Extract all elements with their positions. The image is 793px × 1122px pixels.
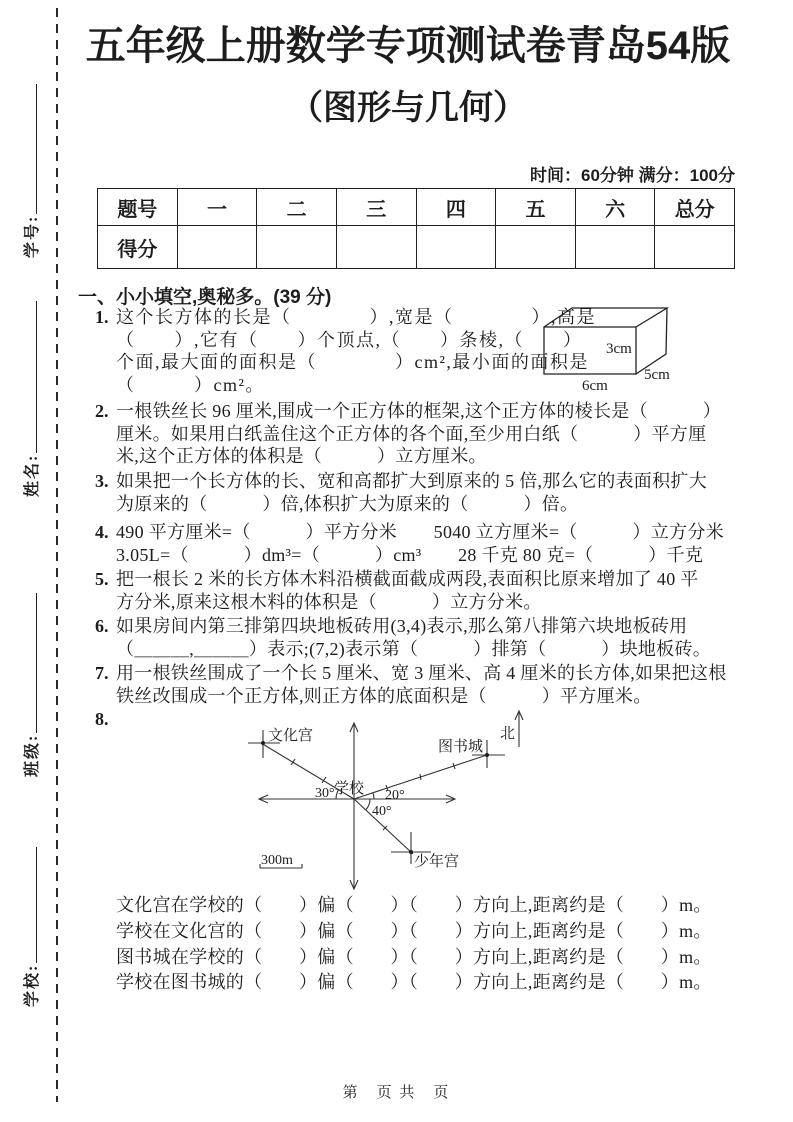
student-class-label: 班级: bbox=[24, 733, 41, 777]
question-3-line: 如果把一个长方体的长、宽和高都扩大到原来的 5 倍,那么它的表面积扩大 bbox=[116, 471, 707, 491]
question-6-line: 如果房间内第三排第四块地板砖用(3,4)表示,那么第八排第六块地板砖用 bbox=[116, 616, 688, 636]
question-3-number: 3. bbox=[95, 471, 109, 491]
score-cell bbox=[655, 226, 735, 269]
student-school-blank-line bbox=[36, 847, 37, 963]
school-label: 学校 bbox=[334, 781, 365, 797]
question-3-line: 为原来的（ ）倍,体积扩大为原来的（ ）倍。 bbox=[116, 493, 579, 514]
cuboid-figure bbox=[540, 300, 755, 403]
question-1-line: 这个长方体的长是（ ）,宽是（ ）,高是 bbox=[116, 307, 596, 327]
question-7-line: 用一根铁丝围成了一个长 5 厘米、宽 3 厘米、高 4 厘米的长方体,如果把这根 bbox=[116, 663, 727, 683]
question-4-number: 4. bbox=[95, 522, 109, 542]
score-table-header-cell: 一 bbox=[177, 189, 257, 226]
question-6-line: （＿＿＿,＿＿＿）表示;(7,2)表示第（ ）排第（ ）块地板砖。 bbox=[116, 638, 712, 659]
student-school-label: 学校: bbox=[24, 963, 41, 1007]
score-table-header-cell: 五 bbox=[496, 189, 576, 226]
angle-40-label: 40° bbox=[372, 804, 392, 819]
student-id-label: 学号: bbox=[24, 214, 41, 258]
direction-map-figure bbox=[228, 708, 528, 898]
question-1-line: （ ）cm²。 bbox=[116, 374, 265, 395]
question-7-number: 7. bbox=[95, 663, 109, 683]
question-2-number: 2. bbox=[95, 401, 109, 421]
student-school-field bbox=[11, 847, 41, 1007]
cuboid-height-label: 3cm bbox=[606, 341, 632, 357]
north-label: 北 bbox=[500, 726, 516, 742]
page-title: 五年级上册数学专项测试卷青岛54版 bbox=[85, 24, 731, 68]
youth-palace-label: 少年宫 bbox=[414, 854, 460, 870]
score-row-label: 得分 bbox=[98, 226, 178, 269]
student-class-blank-line bbox=[36, 593, 37, 733]
question-6 bbox=[95, 615, 711, 660]
cuboid-length-label: 6cm bbox=[582, 378, 608, 394]
score-table-header-cell: 总分 bbox=[655, 189, 735, 226]
question-8-number: 8. bbox=[95, 709, 109, 729]
cuboid-drawing bbox=[540, 300, 755, 398]
question-6-number: 6. bbox=[95, 616, 109, 636]
question-1 bbox=[95, 306, 596, 396]
question-7 bbox=[95, 662, 727, 707]
direction-map-drawing bbox=[228, 708, 528, 893]
score-table-header-cell: 四 bbox=[416, 189, 496, 226]
student-class-field bbox=[11, 593, 41, 777]
score-table-header-cell: 二 bbox=[257, 189, 337, 226]
question-1-line: （ ）,它有（ ）个顶点,（ ）条棱,（ ） bbox=[116, 329, 583, 350]
question-1-number: 1. bbox=[95, 307, 109, 327]
question-8-line: 学校在图书城的（ ）偏（ ）（ ）方向上,距离约是（ ）m。 bbox=[116, 972, 712, 993]
question-5-line: 方分米,原来这根木料的体积是（ ）立方分米。 bbox=[116, 591, 542, 612]
book-city-label: 图书城 bbox=[438, 739, 484, 755]
score-cell bbox=[575, 226, 655, 269]
angle-30-label: 30° bbox=[315, 786, 335, 801]
score-table-score-row bbox=[98, 226, 735, 269]
seal-dashed-line bbox=[56, 8, 58, 1102]
page-subtitle: （图形与几何） bbox=[289, 89, 527, 127]
score-table-header-cell: 六 bbox=[575, 189, 655, 226]
score-table-header-cell: 三 bbox=[336, 189, 416, 226]
question-2-line: 一根铁丝长 96 厘米,围成一个正方体的框架,这个正方体的棱长是（ ） bbox=[116, 401, 722, 421]
question-3 bbox=[95, 470, 707, 515]
map-scale-label: 300m bbox=[261, 853, 293, 868]
question-2-line: 厘米。如果用白纸盖住这个正方体的各个面,至少用白纸（ ）平方厘 bbox=[116, 423, 707, 444]
angle-20-label: 20° bbox=[385, 788, 405, 803]
question-5 bbox=[95, 568, 699, 613]
page-footer: 第 页 共 页 bbox=[342, 1085, 451, 1101]
question-5-line: 把一根长 2 米的长方体木料沿横截面截成两段,表面积比原来增加了 40 平 bbox=[116, 569, 699, 589]
score-table-header-cell: 题号 bbox=[98, 189, 178, 226]
score-cell bbox=[257, 226, 337, 269]
question-4-line: 3.05L=（ ）dm³=（ ）cm³ 28 千克 80 克=（ ）千克 bbox=[116, 544, 704, 565]
score-cell bbox=[336, 226, 416, 269]
score-cell bbox=[177, 226, 257, 269]
question-5-number: 5. bbox=[95, 569, 109, 589]
score-cell bbox=[496, 226, 576, 269]
student-name-blank-line bbox=[36, 301, 37, 453]
question-2-line: 米,这个正方体的体积是（ ）立方厘米。 bbox=[116, 446, 487, 467]
question-2 bbox=[95, 400, 721, 468]
question-8-statements bbox=[95, 893, 712, 996]
student-id-field bbox=[11, 84, 41, 258]
score-table-header-row bbox=[98, 189, 735, 226]
student-id-blank-line bbox=[36, 84, 37, 214]
exam-time-score-meta: 时间：60分钟 满分：100分 bbox=[530, 166, 735, 185]
question-7-line: 铁丝改围成一个正方体,则正方体的底面积是（ ）平方厘米。 bbox=[116, 685, 652, 706]
question-8-line: 图书城在学校的（ ）偏（ ）（ ）方向上,距离约是（ ）m。 bbox=[116, 946, 712, 967]
student-name-field bbox=[11, 301, 41, 497]
student-name-label: 姓名: bbox=[24, 453, 41, 497]
question-4-line: 490 平方厘米=（ ）平方分米 5040 立方厘米=（ ）立方分米 bbox=[116, 522, 724, 542]
culture-palace-label: 文化宫 bbox=[268, 728, 314, 744]
question-4 bbox=[95, 521, 724, 566]
cuboid-depth-label: 5cm bbox=[644, 367, 670, 383]
question-1-line: 个面,最大面的面积是（ ）cm²,最小面的面积是 bbox=[116, 352, 589, 373]
section-title: 一、小小填空,奥秘多。(39 分) bbox=[78, 287, 332, 308]
question-8-line: 文化宫在学校的（ ）偏（ ）（ ）方向上,距离约是（ ）m。 bbox=[116, 895, 712, 915]
score-table bbox=[97, 188, 735, 269]
score-cell bbox=[416, 226, 496, 269]
question-8-line: 学校在文化宫的（ ）偏（ ）（ ）方向上,距离约是（ ）m。 bbox=[116, 920, 712, 941]
